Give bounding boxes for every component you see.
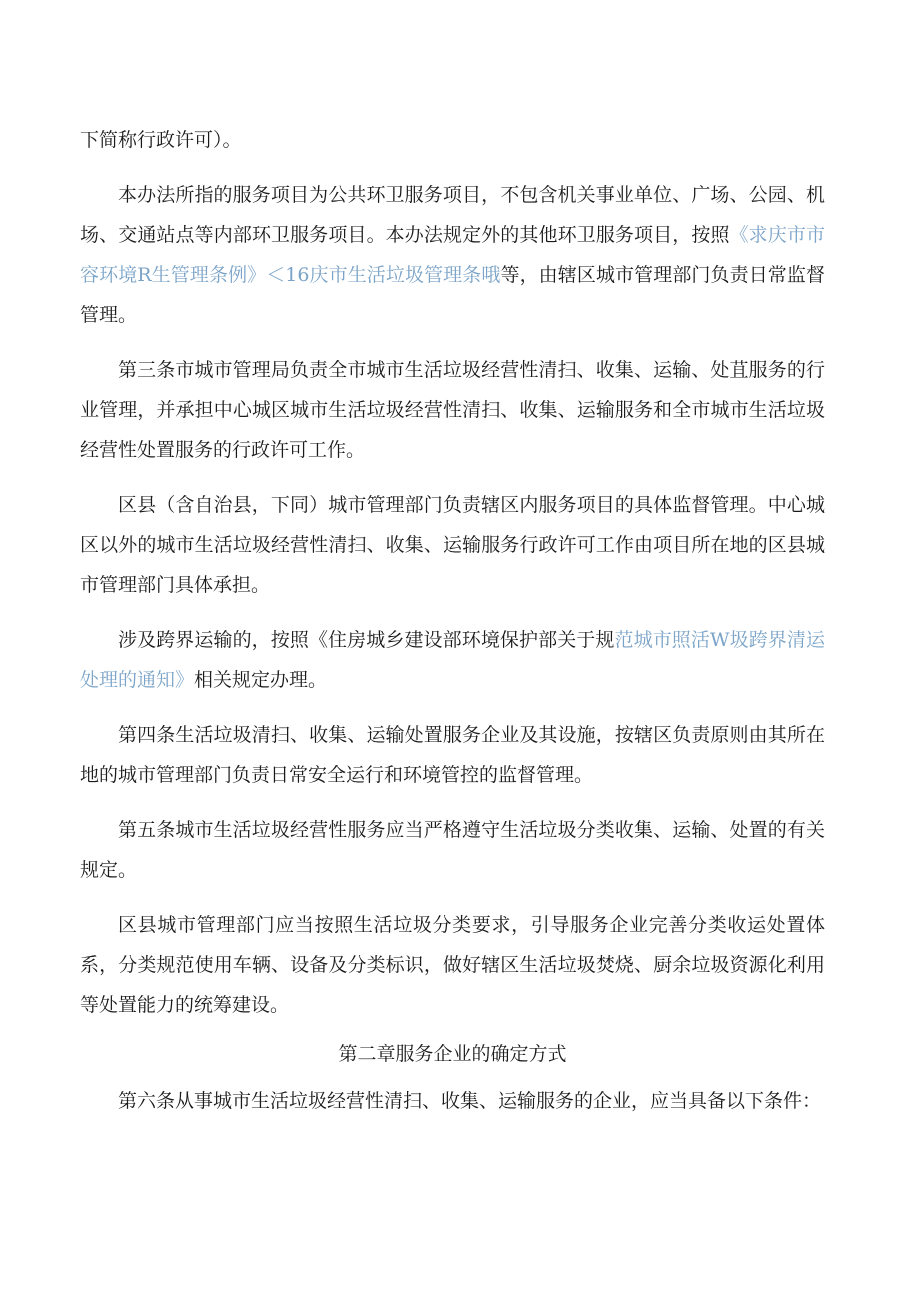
paragraph-cross-border bbox=[80, 620, 825, 700]
paragraph-article-3 bbox=[80, 350, 825, 470]
regulation-link-1[interactable]: 《求庆市市容环境R生管理条例》＜16庆市生活垃圾管理条哦 bbox=[80, 224, 825, 286]
paragraph-1-rest: 等，由辖区城市管理部门负责日常监督管理。 bbox=[80, 264, 825, 326]
paragraph-article-4-text: 第四条生活垃圾清扫、收集、运输处置服务企业及其设施，按辖区负责原则由其所在地的城市管理部门负责日常安全运行和环境管控的监督管理。 bbox=[80, 724, 825, 786]
paragraph-article-6 bbox=[80, 1081, 825, 1121]
regulation-link-2[interactable]: 范城市照活W圾跨界清运处理的通知》 bbox=[80, 629, 825, 691]
paragraph-district-text: 区县（含自治县，下同）城市管理部门负责辖区内服务项目的具体监督管理。中心城区以外的城市生活垃圾经营性清扫、收集、运输服务行政许可工作由项目所在地的区县城市管理部门具体承担。 bbox=[80, 494, 825, 596]
chapter-heading-text: 第二章服务企业的确定方式 bbox=[338, 1043, 567, 1065]
paragraph-1 bbox=[80, 175, 825, 335]
paragraph-article-5 bbox=[80, 810, 825, 890]
paragraph-0 bbox=[80, 120, 825, 160]
paragraph-cross-border-pre: 涉及跨界运输的，按照《住房城乡建设部环境保护部关于规 bbox=[118, 629, 615, 651]
paragraph-article-3-text: 第三条市城市管理局负责全市城市生活垃圾经营性清扫、收集、运输、处苴服务的行业管理，并承担中心城区城市生活垃圾经营性清扫、收集、运输服务和全市城市生活垃圾经营性处置服务的行政许可工作。 bbox=[80, 359, 825, 461]
paragraph-district bbox=[80, 485, 825, 605]
chapter-heading bbox=[80, 1040, 825, 1068]
paragraph-classification-text: 区县城市管理部门应当按照生活垃圾分类要求，引导服务企业完善分类收运处置体系，分类规范使用车辆、设备及分类标识，做好辖区生活垃圾焚烧、厨余垃圾资源化利用等处置能力的统筹建设。 bbox=[80, 914, 825, 1016]
paragraph-article-4 bbox=[80, 715, 825, 795]
paragraph-article-5-text: 第五条城市生活垃圾经营性服务应当严格遵守生活垃圾分类收集、运输、处置的有关规定。 bbox=[80, 819, 825, 881]
paragraph-0-text: 下简称行政许可）。 bbox=[80, 129, 242, 151]
document-page bbox=[80, 120, 825, 1136]
paragraph-cross-border-post: 相关规定办理。 bbox=[194, 669, 328, 691]
paragraph-classification bbox=[80, 905, 825, 1025]
paragraph-1-text: 本办法所指的服务项目为公共环卫服务项目，不包含机关事业单位、广场、公园、机场、交通站点等内部环卫服务项目。本办法规定外的其他环卫服务项目，按照 bbox=[80, 184, 825, 246]
paragraph-article-6-text: 第六条从事城市生活垃圾经营性清扫、收集、运输服务的企业，应当具备以下条件： bbox=[118, 1090, 822, 1112]
